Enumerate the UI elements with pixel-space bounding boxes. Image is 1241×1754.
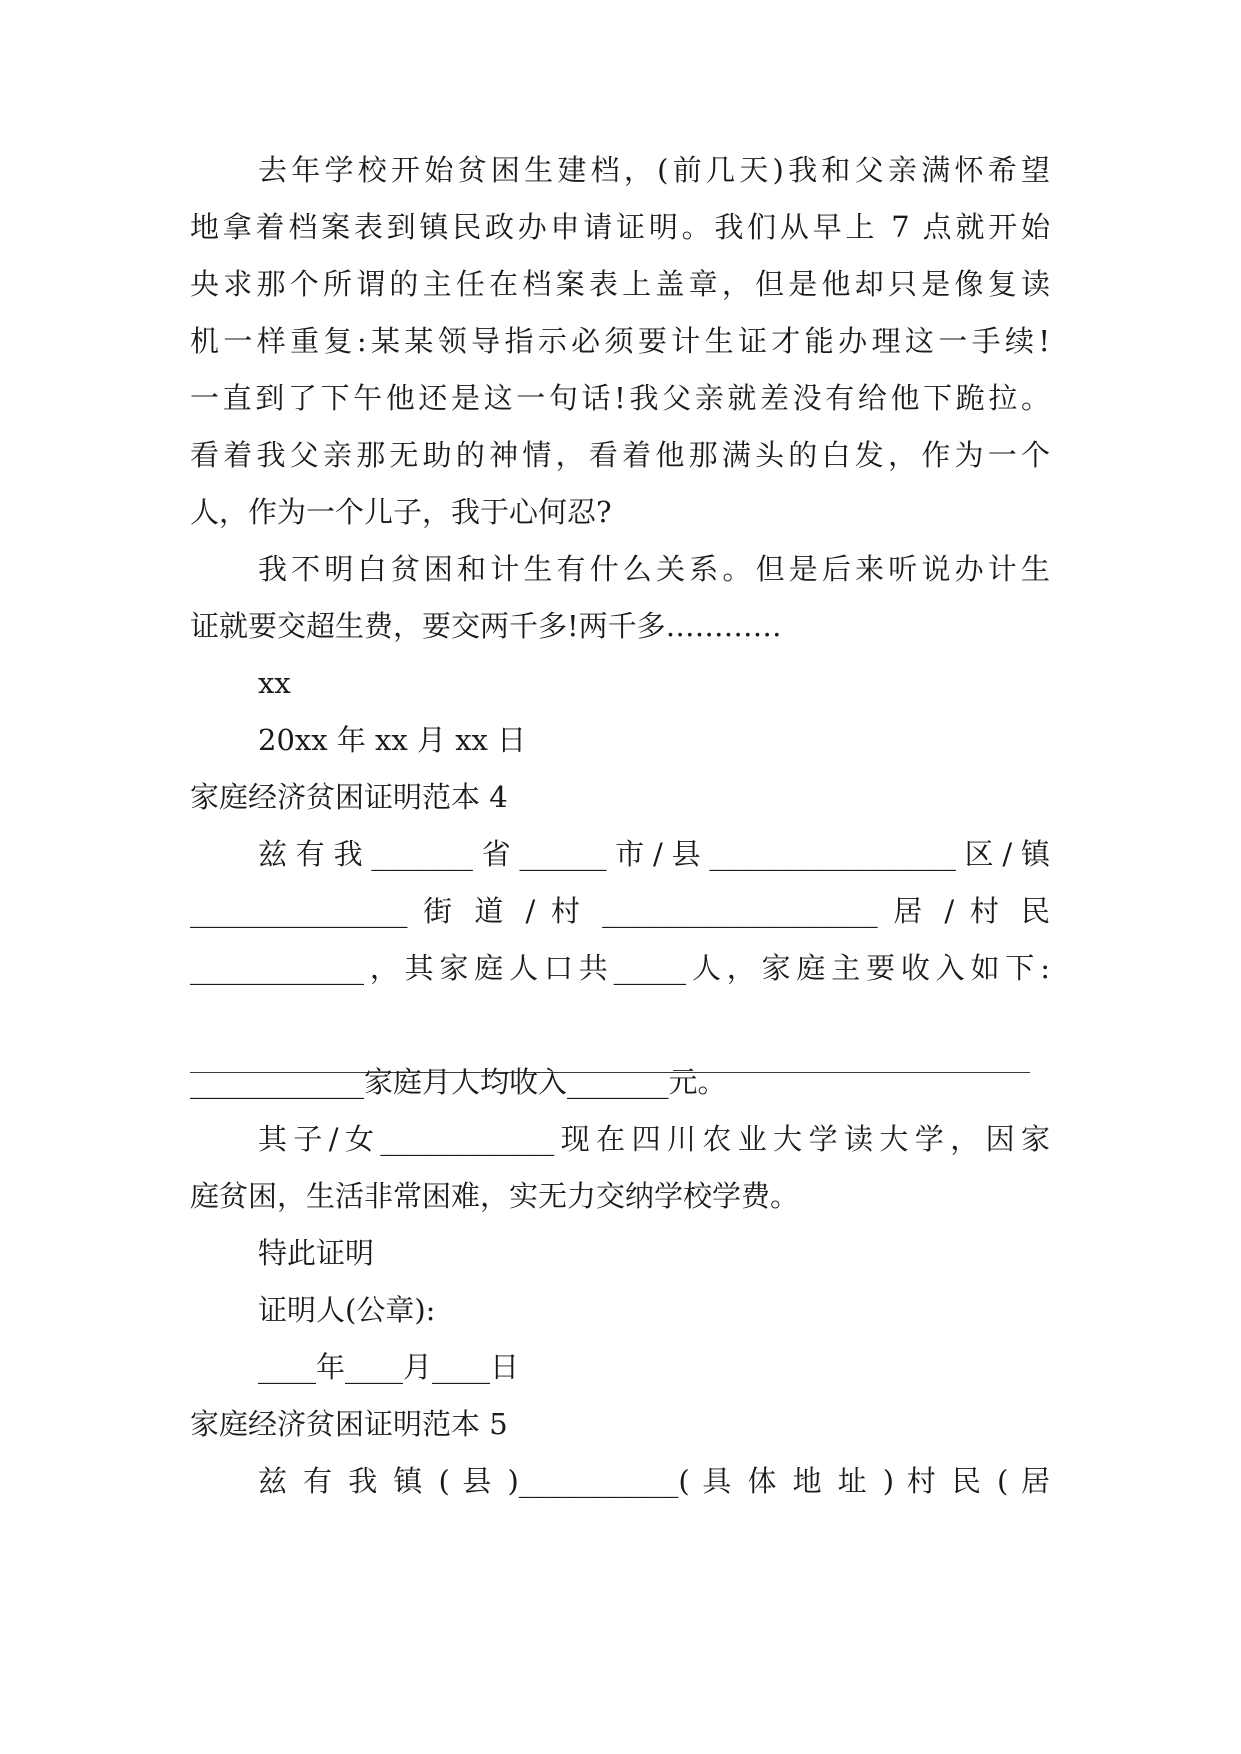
form-line: _______________ 街 道 / 村 ___________________ 居 / 村 民 <box>190 894 1050 928</box>
form-line: 其子/女____________现在四川农业大学读大学，因家 <box>258 1122 1050 1156</box>
text-line: 央求那个所谓的主任在档案表上盖章，但是他却只是像复读 <box>190 267 1050 301</box>
form-line: 兹有我_______省______市/县_________________区/镇 <box>258 837 1050 871</box>
text-line: 证就要交超生费，要交两千多!两千多………… <box>190 609 782 643</box>
text-line: 人，作为一个儿子，我于心何忍? <box>190 495 612 529</box>
certifier-seal-line: 证明人(公章): <box>258 1293 436 1327</box>
text-line: 我不明白贫困和计生有什么关系。但是后来听说办计生 <box>258 552 1050 586</box>
text-line: 地拿着档案表到镇民政办申请证明。我们从早上 7 点就开始 <box>190 210 1050 244</box>
date-line: 20xx 年 xx 月 xx 日 <box>258 723 527 757</box>
text-line: 看着我父亲那无助的神情，看着他那满头的白发，作为一个 <box>190 438 1050 472</box>
section-heading: 家庭经济贫困证明范本 5 <box>190 1407 508 1441</box>
text-line: 一直到了下午他还是这一句话!我父亲就差没有给他下跪拉。 <box>190 381 1050 415</box>
date-blank-line: ____年____月____日 <box>258 1350 520 1384</box>
text-line: 去年学校开始贫困生建档，(前几天)我和父亲满怀希望 <box>258 153 1050 187</box>
form-line: ____________，其家庭人口共_____人，家庭主要收入如下: <box>190 951 1050 985</box>
form-line: 兹 有 我 镇 ( 县 )___________( 具 体 地 址 ) 村 民 ( 居 <box>258 1464 1050 1498</box>
certify-line: 特此证明 <box>258 1236 375 1270</box>
form-line: ____________家庭月人均收入_______元。 <box>190 1065 727 1099</box>
text-line: 庭贫困，生活非常困难，实无力交纳学校学费。 <box>190 1179 800 1213</box>
text-line: 机一样重复:某某领导指示必须要计生证才能办理这一手续! <box>190 324 1050 358</box>
section-heading: 家庭经济贫困证明范本 4 <box>190 780 508 814</box>
signature-line: xx <box>258 666 291 700</box>
